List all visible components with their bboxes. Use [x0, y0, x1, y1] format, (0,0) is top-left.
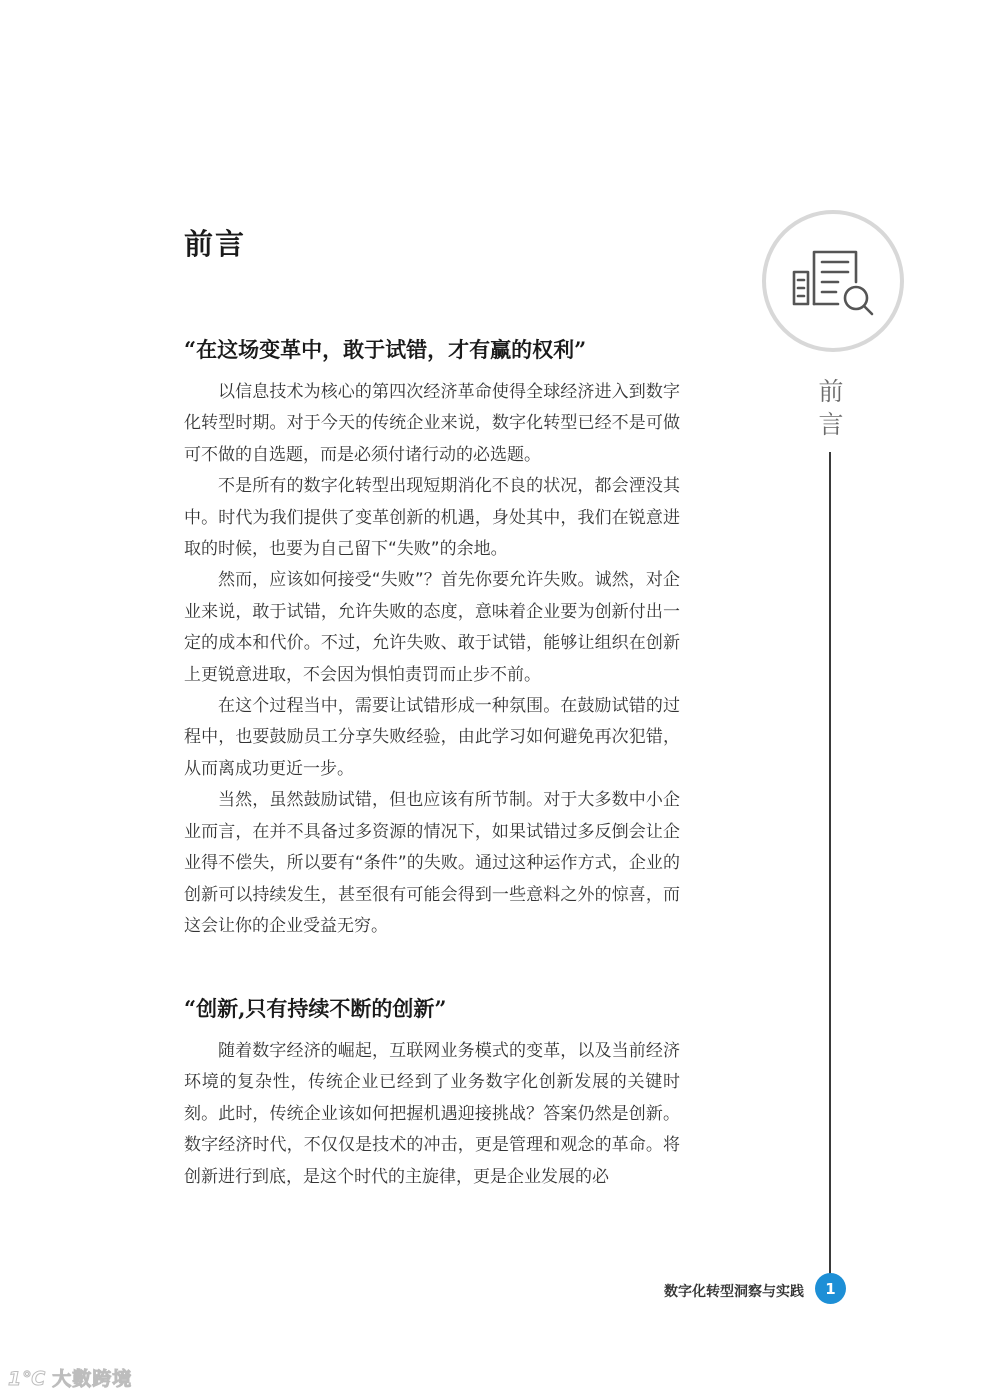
section-heading-innovation: “创新,只有持续不断的创新”	[184, 996, 447, 1021]
paragraph: 以信息技术为核心的第四次经济革命使得全球经济进入到数字化转型时期。对于今天的传统企业来说，数字化转型已经不是可做可不做的自选题，而是必须付诸行动的必选题。	[184, 382, 680, 465]
paragraph: 然而，应该如何接受“失败”？首先你要允许失败。诚然，对企业来说，敢于试错，允许失败的态度，意味着企业要为创新付出一定的成本和代价。不过，允许失败、敢于试错，能够让组织在创新上更锐意进取，不会因为惧怕责罚而止步不前。	[184, 570, 680, 685]
side-label-char: 言	[818, 410, 844, 439]
paragraph: 随着数字经济的崛起，互联网业务模式的变革，以及当前经济环境的复杂性，传统企业已经到了业务数字化创新发展的关键时刻。此时，传统企业该如何把握机遇迎接挑战？答案仍然是创新。数字经济时代，不仅仅是技术的冲击，更是管理和观念的革命。将创新进行到底，是这个时代的主旋律，更是企业发展的必	[184, 1041, 680, 1187]
watermark-text: 大數跨境	[52, 1368, 133, 1390]
document-search-icon	[786, 242, 876, 322]
vertical-divider	[829, 452, 831, 1276]
section-body-trial-and-error	[184, 377, 680, 942]
footer-book-title: 数字化转型洞察与实践	[664, 1284, 804, 1300]
paragraph: 在这个过程当中，需要让试错形成一种氛围。在鼓励试错的过程中，也要鼓励员工分享失败经验，由此学习如何避免再次犯错，从而离成功更近一步。	[184, 696, 680, 779]
section-heading-trial-and-error: “在这场变革中，敢于试错，才有赢的权利”	[184, 337, 587, 362]
page-number-badge: 1	[815, 1273, 846, 1304]
page-title: 前言	[184, 227, 247, 261]
paragraph: 不是所有的数字化转型出现短期消化不良的状况，都会湮没其中。时代为我们提供了变革创新的机遇，身处其中，我们在锐意进取的时候，也要为自己留下“失败”的余地。	[184, 476, 680, 560]
document-search-icon-circle	[762, 210, 904, 352]
side-label-char: 前	[818, 377, 844, 406]
paragraph: 当然，虽然鼓励试错，但也应该有所节制。对于大多数中小企业而言，在并不具备过多资源的情况下，如果试错过多反倒会让企业得不偿失，所以要有“条件”的失败。通过这种运作方式，企业的创新可以持续发生，甚至很有可能会得到一些意料之外的惊喜，而这会让你的企业受益无穷。	[184, 790, 680, 936]
watermark	[8, 1364, 132, 1391]
watermark-logo: 1℃	[8, 1368, 47, 1390]
section-body-innovation	[184, 1036, 680, 1193]
